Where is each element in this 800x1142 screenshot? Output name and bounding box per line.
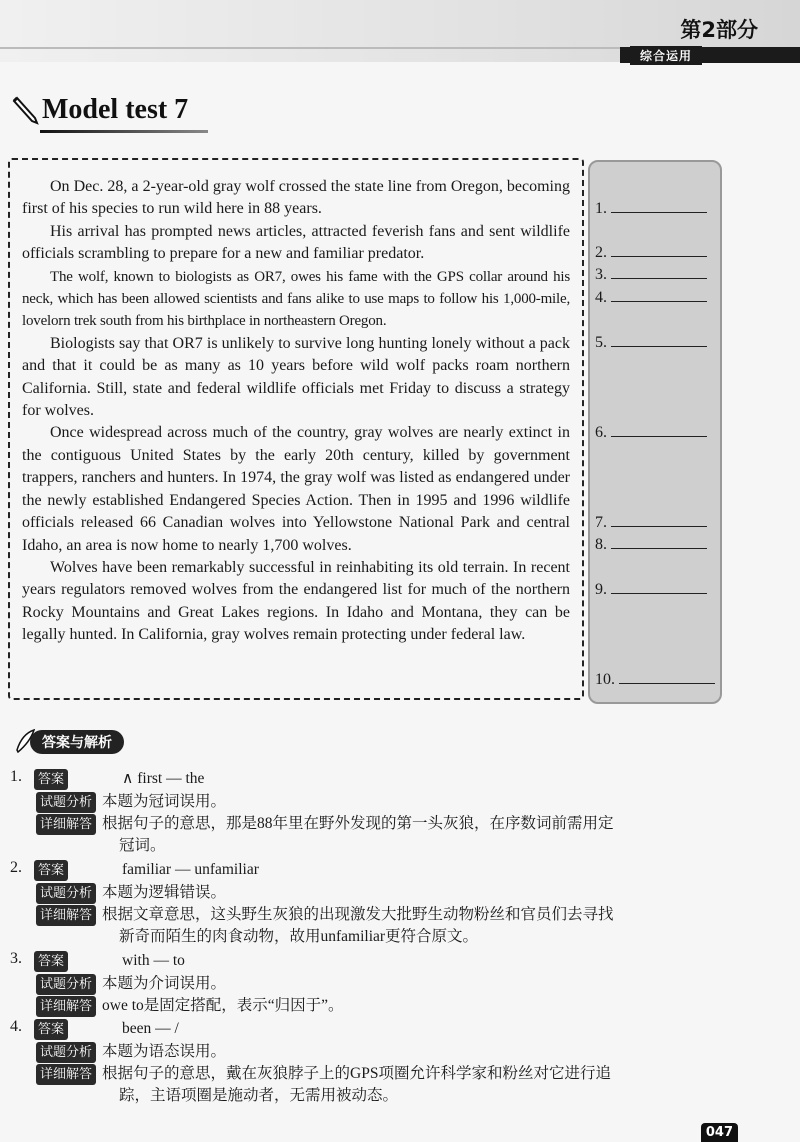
paragraph-3: The wolf, known to biologists as OR7, owes his fame with the GPS collar around his neck, which has been allowed scientists and fans alike to use maps to follow his 1,000-mile, lovelorn trek south from his birthplace in northeastern Oregon. bbox=[22, 268, 570, 330]
paragraph-1: On Dec. 28, a 2-year-old gray wolf crossed the state line from Oregon, becoming first of his species to run wild here in 88 years. bbox=[22, 178, 570, 218]
answer-2-detail: 详细解答 根据文章意思，这头野生灰狼的出现激发大批野生动物粉丝和官员们去寻找 bbox=[36, 904, 614, 926]
answer-2-row: 答案 familiar — unfamiliar bbox=[34, 859, 259, 881]
header-rule bbox=[0, 47, 620, 49]
pencil-icon bbox=[10, 95, 42, 127]
answer-4-analysis: 试题分析 本题为语态误用。 bbox=[36, 1041, 226, 1063]
answer-1-detail: 详细解答 根据句子的意思，那是88年里在野外发现的第一头灰狼，在序数词前需用定 bbox=[36, 813, 614, 835]
answer-tag: 答案 bbox=[34, 769, 68, 790]
title-underline bbox=[40, 130, 208, 133]
blank-4[interactable]: 4. bbox=[595, 289, 715, 307]
answer-3-detail: 详细解答 owe to是固定搭配，表示“归因于”。 bbox=[36, 995, 344, 1017]
paragraph-5: Once widespread across much of the country, gray wolves are nearly extinct in the contiguous United States by the early 20th century, killed by government trappers, ranchers and hunters. In 1974, the gray wolf was listed as endangered under the newly established Endangered Species Action. Then in 1995 and 1996 wildlife officials released 66 Canadian wolves into Yellowstone National Park and central Idaho, an area is now home to nearly 1,700 wolves. bbox=[22, 424, 570, 554]
answer-2-analysis: 试题分析 本题为逻辑错误。 bbox=[36, 882, 226, 904]
answers-header: 答案与解析 bbox=[30, 730, 124, 754]
answer-1-number: 1. bbox=[10, 768, 22, 785]
answer-1-analysis: 试题分析 本题为冠词误用。 bbox=[36, 791, 226, 813]
test-title: Model test 7 bbox=[42, 94, 189, 125]
blank-1[interactable]: 1. bbox=[595, 200, 715, 218]
answer-1-detail-cont: 冠词。 bbox=[119, 837, 166, 854]
paragraph-6: Wolves have been remarkably successful in reinhabiting its old terrain. In recent years regulators removed wolves from the endangered list for much of the northern Rocky Mountains and Great Lakes regions. In Idaho and Montana, they can be legally hunted. In California, gray wolves remain protecting under federal law. bbox=[22, 558, 570, 644]
blank-5[interactable]: 5. bbox=[595, 334, 715, 352]
answer-4-number: 4. bbox=[10, 1018, 22, 1035]
answer-3-row: 答案 with — to bbox=[34, 950, 185, 972]
page-number: 047 bbox=[701, 1123, 738, 1142]
answer-2-detail-cont: 新奇而陌生的肉食动物，故用unfamiliar更符合原文。 bbox=[119, 928, 479, 945]
paragraph-2: His arrival has prompted news articles, attracted feverish fans and sent wildlife officials scrambling to prepare for a new and familiar predator. bbox=[22, 222, 570, 263]
answer-4-detail-cont: 踪，主语项圈是施动者，无需用被动态。 bbox=[119, 1087, 399, 1104]
blank-6[interactable]: 6. bbox=[595, 424, 715, 442]
blank-9[interactable]: 9. bbox=[595, 581, 715, 599]
passage bbox=[22, 176, 570, 647]
part-title: 第2部分 bbox=[680, 18, 758, 42]
answer-4-detail: 详细解答 根据句子的意思，戴在灰狼脖子上的GPS项圈允许科学家和粉丝对它进行追 bbox=[36, 1063, 611, 1085]
answer-1-row: 答案 ∧ first — the bbox=[34, 768, 204, 790]
blank-10[interactable]: 10. bbox=[595, 671, 715, 689]
blank-2[interactable]: 2. bbox=[595, 244, 715, 262]
paragraph-4: Biologists say that OR7 is unlikely to survive long hunting lonely without a pack and that it could be as many as 10 years before wild wolf packs roam northern California. Still, state and federal wildlife officials met Friday to discuss a strategy for wolves. bbox=[22, 334, 570, 420]
answer-2-number: 2. bbox=[10, 859, 22, 876]
part-subtitle: 综合运用 bbox=[630, 46, 702, 65]
blank-8[interactable]: 8. bbox=[595, 536, 715, 554]
blank-7[interactable]: 7. bbox=[595, 514, 715, 532]
answer-3-number: 3. bbox=[10, 950, 22, 967]
answer-4-row: 答案 been — / bbox=[34, 1018, 179, 1040]
answer-3-analysis: 试题分析 本题为介词误用。 bbox=[36, 973, 226, 995]
blank-3[interactable]: 3. bbox=[595, 266, 715, 284]
